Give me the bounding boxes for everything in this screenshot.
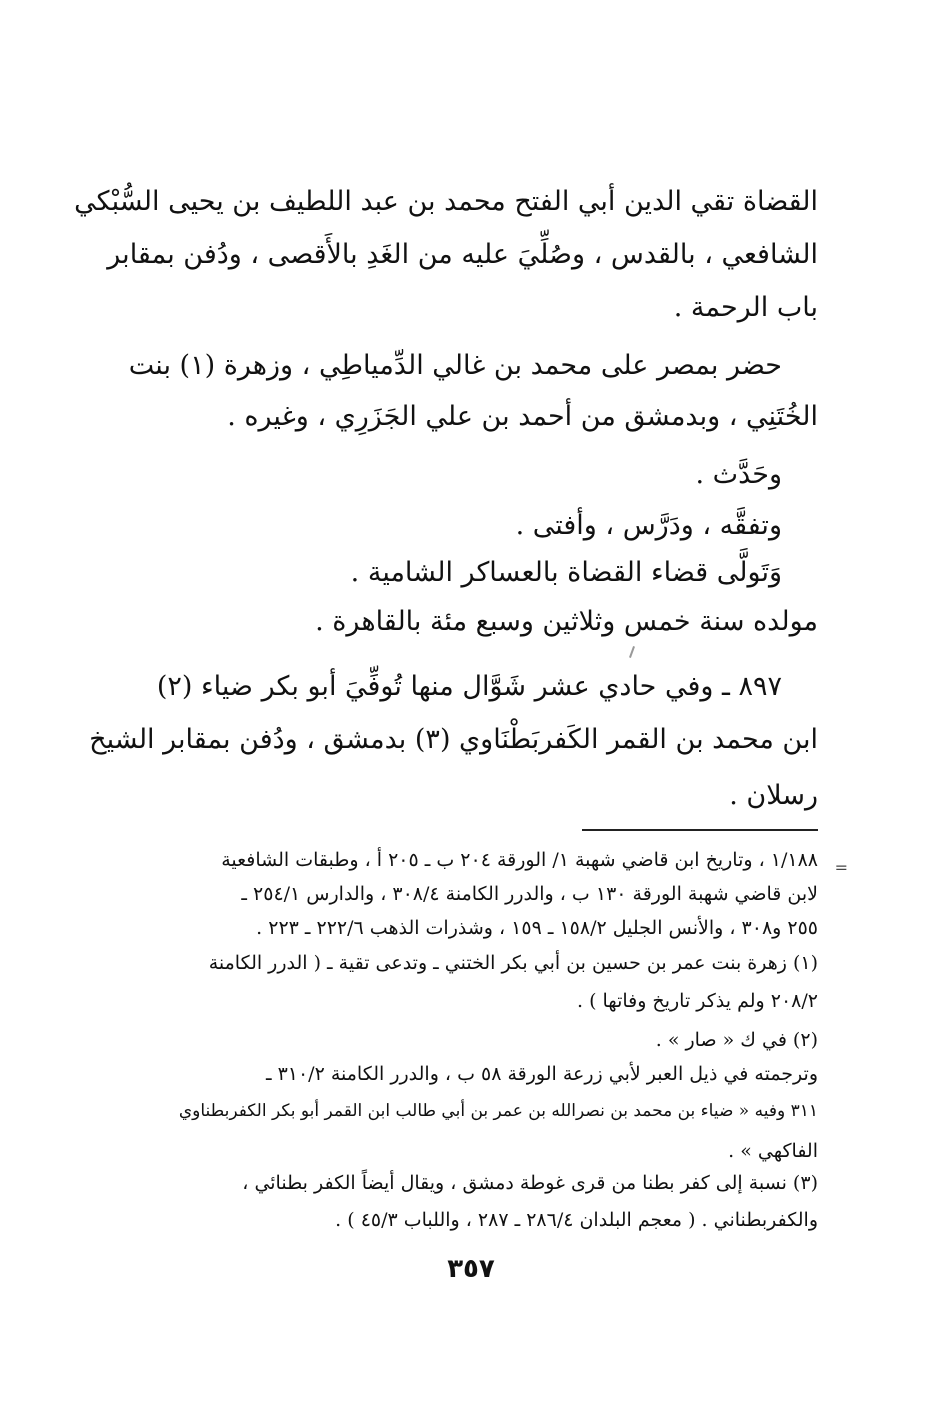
body-line-8: وَتَولَّى قضاء القضاة بالعساكر الشامية . [350, 557, 782, 588]
footnote-3-line-2: والكفربطناني . ( معجم البلدان ٢٨٦/٤ ـ ٢٨٧ ، واللباب ٤٥/٣ ) . [335, 1209, 818, 1231]
footnote-2-line-4: الفاكهي » . [728, 1140, 818, 1162]
footnote-line-3: ٢٥٥ و٣٠٨ ، والأنس الجليل ١٥٨/٢ ـ ١٥٩ ، وشذرات الذهب ٢٢٢/٦ ـ ٢٢٣ . [256, 917, 818, 939]
entry-897-line-2: ابن محمد بن القمر الكَفربَطْنَاوي (٣) بدمشق ، ودُفن بمقابر الشيخ [89, 724, 818, 755]
entry-897-line-1: ٨٩٧ ـ وفي حادي عشر شَوَّال منها تُوفِّيَ أبو بكر ضياء (٢) [156, 671, 782, 702]
footnote-2-line-1: (٢) في ك « صار » . [655, 1029, 818, 1051]
footnote-line-2: لابن قاضي شهبة الورقة ١٣٠ ب ، والدرر الكامنة ٣٠٨/٤ ، والدارس ٢٥٤/١ ـ [241, 883, 818, 905]
body-line-9: مولده سنة خمس وثلاثين وسبع مئة بالقاهرة . [315, 606, 818, 637]
footnote-3-line-1: (٣) نسبة إلى كفر بطنا من قرى غوطة دمشق ، ويقال أيضاً الكفر بطنائي ، [242, 1172, 818, 1194]
body-line-7: وتفقَّه ، ودَرَّس ، وأفتى . [515, 510, 782, 541]
entry-897-line-3: رسلان . [729, 780, 818, 811]
footnote-line-1: ١/١٨٨ ، وتاريخ ابن قاضي شهبة ١/ الورقة ٢٠٤ ب ـ ٢٠٥ أ ، وطبقات الشافعية [221, 849, 818, 871]
page-number: ٣٥٧ [447, 1254, 495, 1284]
footnote-1-line-2: ٢٠٨/٢ ولم يذكر تاريخ وفاتها ) . [576, 990, 818, 1012]
footnote-divider [582, 829, 818, 831]
body-line-4: حضر بمصر على محمد بن غالي الدِّمياطِي ، وزهرة (١) بنت [128, 350, 782, 381]
body-line-6: وحَدَّث . [695, 459, 782, 490]
footnote-2-line-2: وترجمته في ذيل العبر لأبي زرعة الورقة ٥٨ ب ، والدرر الكامنة ٣١٠/٢ ـ [265, 1063, 818, 1085]
stray-mark [629, 646, 635, 658]
footnote-1-line-1: (١) زهرة بنت عمر بن حسين بن أبي بكر الختني ـ وتدعى تقية ـ ( الدرر الكامنة [208, 952, 818, 974]
body-line-5: الخُتَنِي ، وبدمشق من أحمد بن علي الجَزَرِي ، وغيره . [227, 401, 818, 432]
footnote-2-line-3: ٣١١ وفيه « ضياء بن محمد بن نصرالله بن عمر بن أبي طالب ابن القمر أبو بكر الكفربطناوي [178, 1101, 818, 1121]
body-line-1: القضاة تقي الدين أبي الفتح محمد بن عبد اللطيف بن يحيى السُّبْكي [74, 186, 818, 217]
body-line-2: الشافعي ، بالقدس ، وصُلِّيَ عليه من الغَدِ بالأَقصى ، ودُفن بمقابر [107, 239, 818, 270]
continuation-mark: = [834, 858, 848, 877]
body-line-3: باب الرحمة . [673, 292, 818, 323]
